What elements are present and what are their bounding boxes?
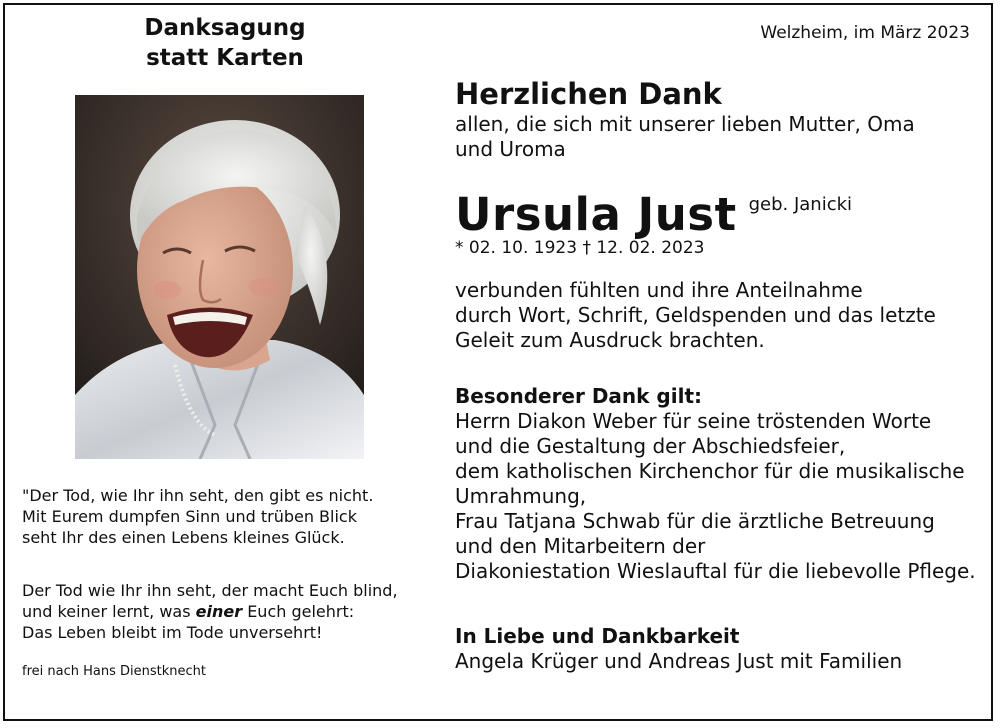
quote-1-line-3: seht Ihr des einen Lebens kleines Glück.: [22, 528, 345, 547]
intro-line-1: allen, die sich mit unserer lieben Mutter, Oma: [455, 112, 915, 136]
intro-text: [455, 112, 915, 162]
quote-2-line-2-after: Euch gelehrt:: [242, 602, 355, 621]
special-line-6: und den Mitarbeitern der: [455, 534, 706, 558]
special-thanks: [455, 384, 976, 584]
body-line-3: Geleit zum Ausdruck brachten.: [455, 328, 765, 352]
special-thanks-heading: Besonderer Dank gilt:: [455, 384, 703, 408]
thanks-title: Herzlichen Dank: [455, 77, 722, 111]
body-line-2: durch Wort, Schrift, Geldspenden und das letzte: [455, 303, 936, 327]
closing: [455, 624, 902, 674]
heading-line-1: Danksagung: [144, 15, 306, 41]
quote-2-emphasis: einer: [195, 602, 243, 621]
heading-line-2: statt Karten: [146, 45, 304, 71]
body-text: [455, 278, 936, 353]
portrait-illustration: [75, 95, 364, 459]
deceased-name: Ursula Just: [455, 188, 737, 241]
special-line-4: Umrahmung,: [455, 484, 587, 508]
quote-2-line-2-before: und keiner lernt, was: [22, 602, 196, 621]
place-date: Welzheim, im März 2023: [760, 23, 970, 43]
birth-name: geb. Janicki: [748, 194, 853, 215]
notice-heading: [95, 13, 355, 73]
closing-names: Angela Krüger und Andreas Just mit Familien: [455, 649, 903, 673]
special-line-5: Frau Tatjana Schwab für die ärztliche Betreuung: [455, 509, 935, 533]
special-line-3: dem katholischen Kirchenchor für die musikalische: [455, 459, 965, 483]
body-line-1: verbunden fühlten und ihre Anteilnahme: [455, 278, 863, 302]
special-line-7: Diakoniestation Wieslauftal für die liebevolle Pflege.: [455, 559, 976, 583]
deceased-name-row: [455, 188, 852, 241]
quote-1-line-1: "Der Tod, wie Ihr ihn seht, den gibt es nicht.: [22, 486, 374, 505]
quote-stanza-2: [22, 580, 398, 643]
quote-1-line-2: Mit Eurem dumpfen Sinn und trüben Blick: [22, 507, 357, 526]
life-dates: * 02. 10. 1923 † 12. 02. 2023: [455, 238, 705, 258]
portrait-photo: [75, 95, 364, 459]
quote-stanza-1: [22, 485, 373, 548]
intro-line-2: und Uroma: [455, 137, 566, 161]
special-line-1: Herrn Diakon Weber für seine tröstenden Worte: [455, 409, 932, 433]
quote-2-line-1: Der Tod wie Ihr ihn seht, der macht Euch blind,: [22, 581, 398, 600]
special-line-2: und die Gestaltung der Abschiedsfeier,: [455, 434, 846, 458]
quote-2-line-2: [22, 601, 398, 622]
closing-heading: In Liebe und Dankbarkeit: [455, 624, 740, 648]
quote-2-line-3: Das Leben bleibt im Tode unversehrt!: [22, 623, 323, 642]
quote-credit: frei nach Hans Dienstknecht: [22, 664, 206, 679]
